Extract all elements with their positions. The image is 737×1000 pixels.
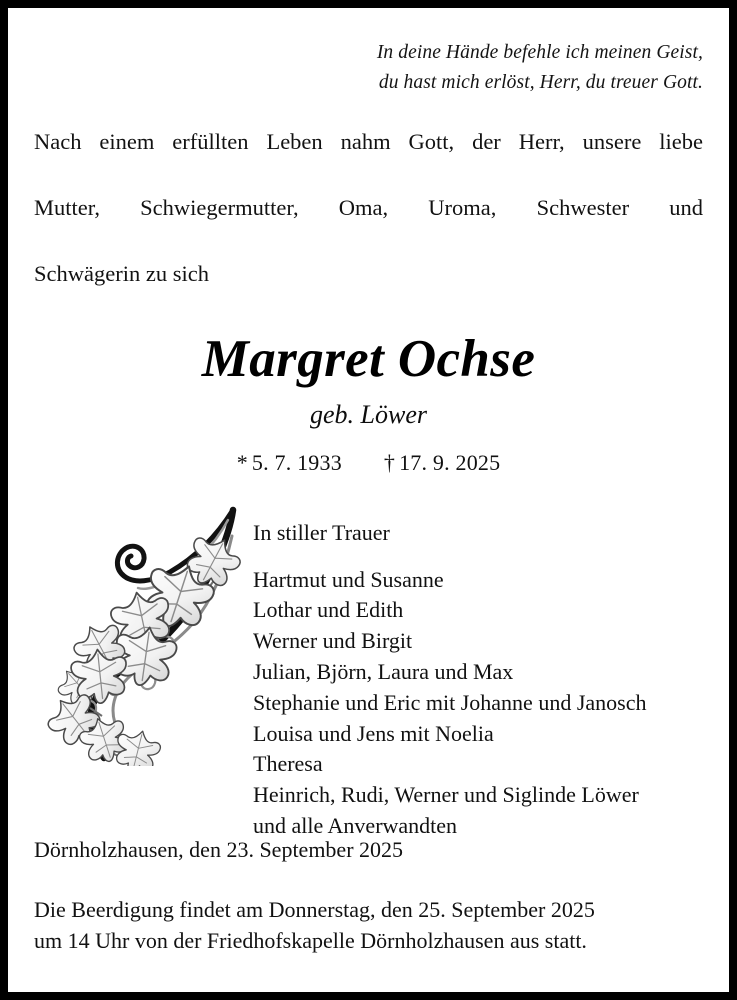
funeral-details	[34, 865, 703, 956]
intro-line-3: Schwägerin zu sich	[34, 260, 209, 286]
intro-line-2: Mutter, Schwiegermutter, Oma, Uroma, Schwester und	[34, 194, 703, 220]
death-date: 17. 9. 2025	[399, 449, 501, 475]
mourner-line: Lothar und Edith	[253, 597, 404, 623]
birth-date: 5. 7. 1933	[251, 449, 342, 475]
intro-line-1: Nach einem erfüllten Leben nahm Gott, der Herr, unsere liebe	[34, 129, 703, 155]
notice-inner	[8, 8, 729, 992]
mourner-line: Werner und Birgit	[253, 628, 413, 654]
intro-paragraph	[34, 97, 703, 290]
place-and-date: Dörnholzhausen, den 23. September 2025	[34, 836, 404, 862]
mourner-line: Stephanie und Eric mit Johanne und Janosch	[253, 689, 647, 715]
mourner-line: Hartmut und Susanne	[253, 566, 444, 592]
funeral-line-2: um 14 Uhr von der Friedhofskapelle Dörnholzhausen aus statt.	[34, 927, 587, 953]
mourner-line: Louisa und Jens mit Noelia	[253, 720, 494, 746]
maiden-name: geb. Löwer	[310, 399, 427, 429]
verse-line-2: du hast mich erlöst, Herr, du treuer Gott.	[378, 71, 703, 93]
mourning-heading: In stiller Trauer	[253, 519, 390, 545]
mourner-line: Theresa	[253, 751, 323, 777]
deceased-name-block	[34, 290, 703, 475]
mourner-line: Heinrich, Rudi, Werner und Siglinde Löwer	[253, 782, 639, 808]
funeral-line-1: Die Beerdigung findet am Donnerstag, den 25. September 2025	[34, 896, 595, 922]
ivy-vine-icon	[42, 476, 247, 766]
verse-line-1: In deine Hände befehle ich meinen Geist,	[376, 42, 703, 63]
notice-footer	[34, 836, 703, 956]
mourner-line: Julian, Björn, Laura und Max	[253, 658, 514, 684]
bible-verse	[34, 8, 703, 97]
birth-date-group	[237, 450, 342, 475]
mourners-area	[34, 476, 703, 842]
birth-star-icon: *	[236, 449, 248, 475]
deceased-name: Margret Ochse	[201, 330, 536, 389]
life-dates	[34, 430, 703, 476]
death-date-group	[384, 450, 500, 475]
death-cross-icon: †	[383, 449, 396, 475]
mourner-line: und alle Anverwandten	[253, 812, 458, 838]
